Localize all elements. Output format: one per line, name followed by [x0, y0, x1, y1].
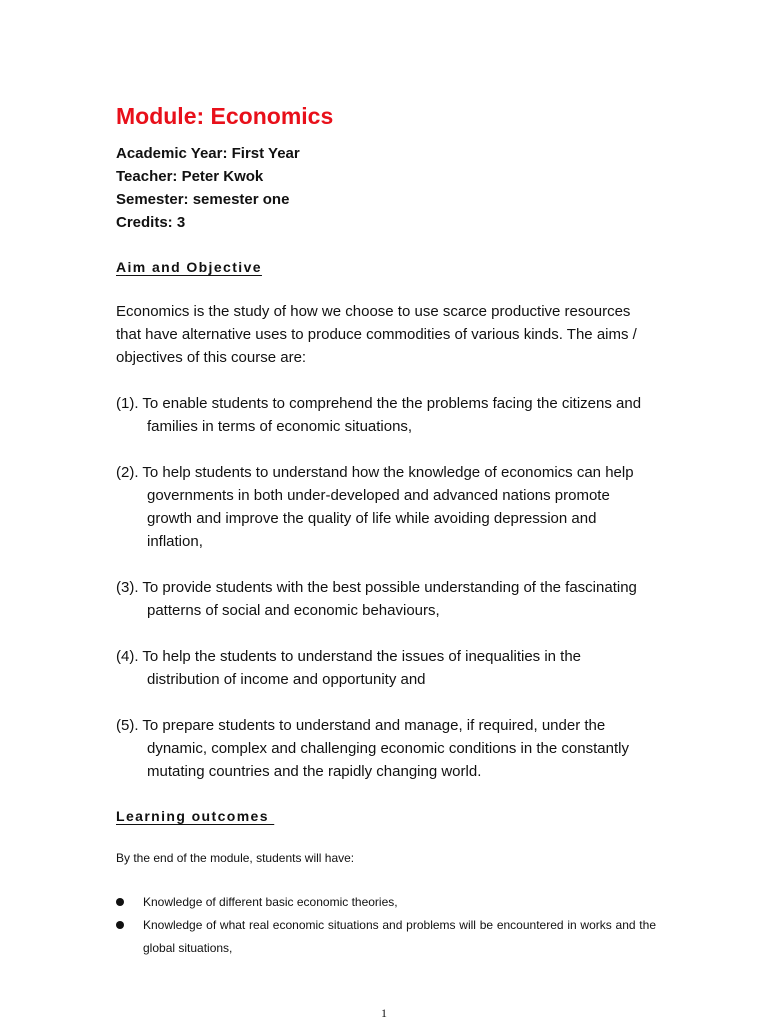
objective-item: (1). To enable students to comprehend the the problems facing the citizens and families in terms of economic situations,	[116, 395, 642, 435]
module-details	[116, 142, 656, 234]
teacher: Teacher: Peter Kwok	[116, 168, 264, 185]
outcomes-list	[116, 891, 656, 960]
outcome-item	[116, 891, 656, 914]
module-title: Module: Economics	[116, 103, 334, 129]
credits: Credits: 3	[116, 214, 186, 231]
outcome-text: Knowledge of what real economic situations and problems will be encountered in works and the global situations,	[143, 918, 656, 955]
objective-item: (3). To provide students with the best possible understanding of the fascinating patterns of social and economic behaviours,	[116, 579, 637, 619]
outcome-text: Knowledge of different basic economic theories,	[143, 895, 398, 909]
semester: Semester: semester one	[116, 191, 290, 208]
objective-item: (2). To help students to understand how the knowledge of economics can help governments in both under-developed and advanced nations promote growth and improve the quality of life while avoiding depression and inflation,	[116, 464, 634, 550]
document-page	[116, 100, 656, 960]
aims-intro-paragraph: Economics is the study of how we choose to use scarce productive resources that have alternative uses to produce commodities of various kinds. The aims / objectives of this course are:	[116, 303, 637, 366]
learning-lead: By the end of the module, students will have:	[116, 851, 355, 865]
objective-item: (4). To help the students to understand the issues of inequalities in the distribution of income and opportunity and	[116, 648, 582, 688]
learning-outcomes-heading: Learning outcomes	[116, 808, 275, 824]
page-number: 1	[381, 1006, 387, 1020]
aim-objective-heading: Aim and Objective	[116, 259, 262, 275]
bullet-icon	[116, 921, 124, 929]
objectives-list	[116, 392, 656, 783]
outcome-item	[116, 914, 656, 960]
objective-item: (5). To prepare students to understand and manage, if required, under the dynamic, complex and challenging economic conditions in the constantly mutating countries and the rapidly changing world.	[116, 717, 629, 780]
academic-year: Academic Year: First Year	[116, 145, 300, 162]
bullet-icon	[116, 898, 124, 906]
